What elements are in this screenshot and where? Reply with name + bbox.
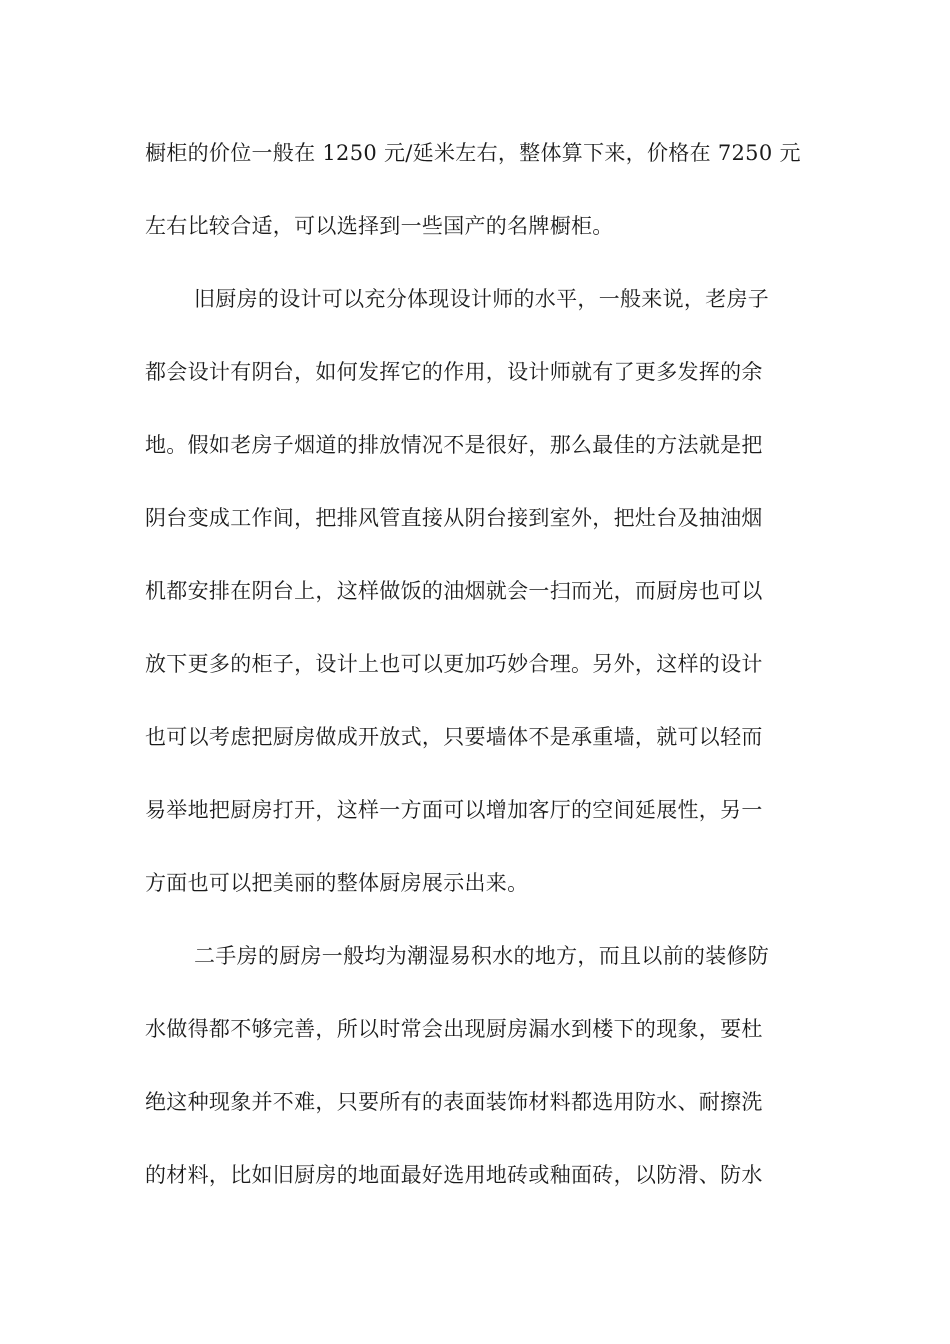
paragraph-2-line-1: 旧厨房的设计可以充分体现设计师的水平，一般来说，老房子 <box>194 287 770 311</box>
paragraph-2-line-8: 易举地把厨房打开，这样一方面可以增加客厅的空间延展性，另一 <box>145 798 763 822</box>
paragraph-2-line-3: 地。假如老房子烟道的排放情况不是很好，那么最佳的方法就是把 <box>145 433 763 457</box>
paragraph-3-line-2: 水做得都不够完善，所以时常会出现厨房漏水到楼下的现象，要杜 <box>145 1017 763 1041</box>
paragraph-2-line-4: 阴台变成工作间，把排风管直接从阴台接到室外，把灶台及抽油烟 <box>145 506 763 530</box>
paragraph-2-line-7: 也可以考虑把厨房做成开放式，只要墙体不是承重墙，就可以轻而 <box>145 725 763 749</box>
paragraph-2-line-5: 机都安排在阴台上，这样做饭的油烟就会一扫而光，而厨房也可以 <box>145 579 763 603</box>
paragraph-2-line-2: 都会设计有阴台，如何发挥它的作用，设计师就有了更多发挥的余 <box>145 360 763 384</box>
paragraph-2-line-6: 放下更多的柜子，设计上也可以更加巧妙合理。另外，这样的设计 <box>145 652 763 676</box>
paragraph-1-line-2: 左右比较合适，可以选择到一些国产的名牌橱柜。 <box>145 214 614 238</box>
paragraph-3-line-1: 二手房的厨房一般均为潮湿易积水的地方，而且以前的装修防 <box>194 944 770 968</box>
paragraph-2-line-9: 方面也可以把美丽的整体厨房展示出来。 <box>145 871 529 895</box>
paragraph-3-line-3: 绝这种现象并不难，只要所有的表面装饰材料都选用防水、耐擦洗 <box>145 1090 763 1114</box>
paragraph-1-line-1: 橱柜的价位一般在 1250 元/延米左右，整体算下来，价格在 7250 元 <box>145 141 801 165</box>
paragraph-3-line-4: 的材料，比如旧厨房的地面最好选用地砖或釉面砖，以防滑、防水 <box>145 1163 763 1187</box>
